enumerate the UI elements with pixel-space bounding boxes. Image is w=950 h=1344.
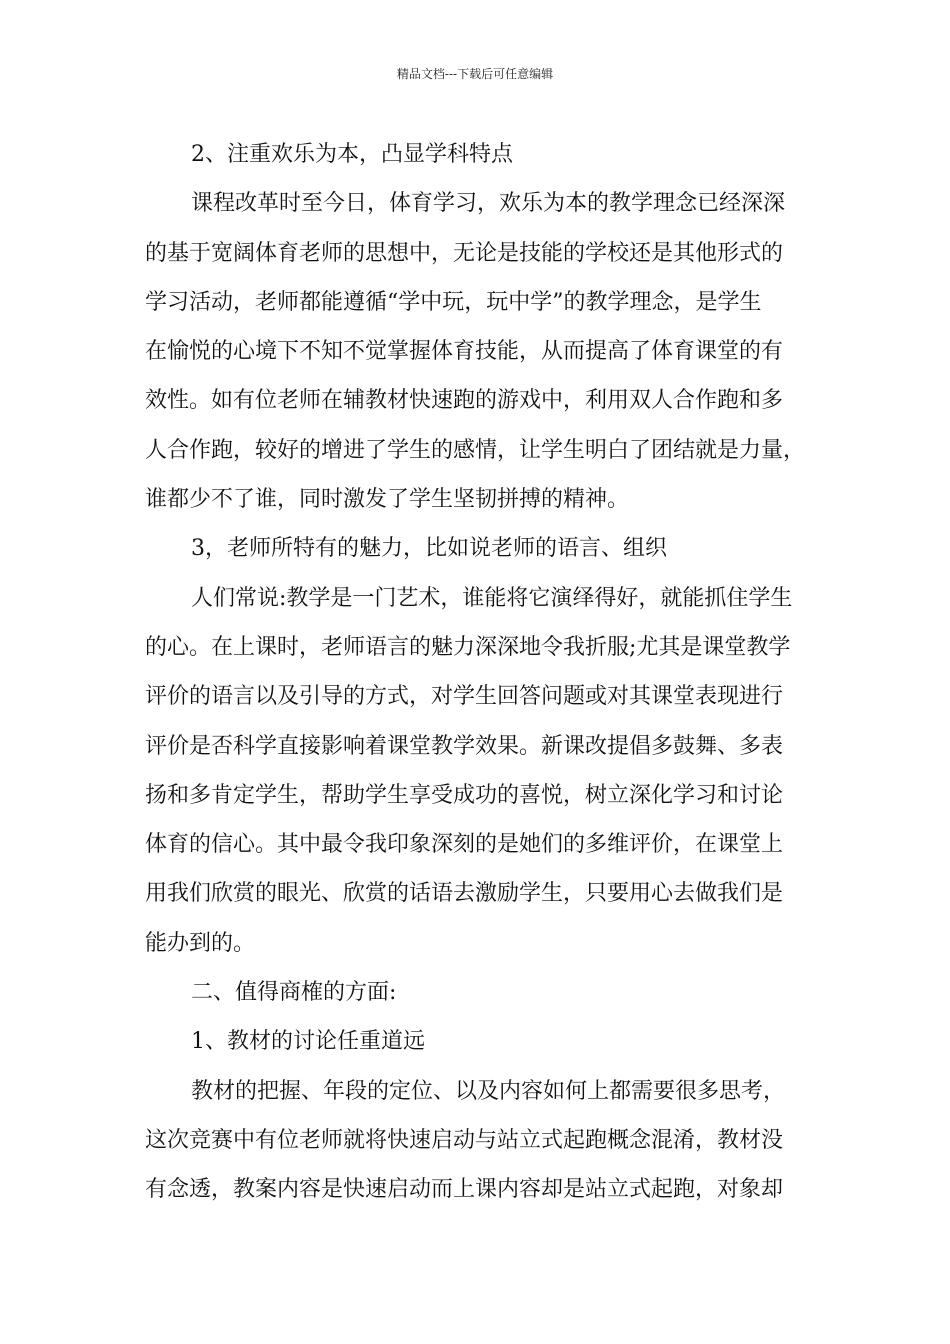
text-line: 谁都少不了谁，同时激发了学生坚韧拼搏的精神。 (145, 487, 630, 513)
text-line: 人们常说:教学是一门艺术，谁能将它演绎得好，就能抓住学生 (191, 585, 793, 611)
text-line: 课程改革时至今日，体育学习，欢乐为本的教学理念已经深深 (191, 191, 786, 217)
text-line: 这次竞赛中有位老师就将快速启动与站立式起跑概念混淆，教材没 (145, 1127, 784, 1153)
text-line: 1、教材的讨论任重道远 (191, 1029, 425, 1055)
text-line: 教材的把握、年段的定位、以及内容如何上都需要很多思考， (191, 1078, 786, 1104)
text-line: 学习活动，老师都能遵循“学中玩，玩中学”的教学理念，是学生 (145, 289, 762, 315)
text-line: 的基于宽阔体育老师的思想中，无论是技能的学校还是其他形式的 (145, 240, 784, 266)
page-header: 精品文档---下载后可任意编辑 (396, 67, 554, 81)
text-line: 效性。如有位老师在辅教材快速跑的游戏中，利用双人合作跑和多 (145, 388, 784, 414)
text-line: 在愉悦的心境下不知不觉掌握体育技能，从而提高了体育课堂的有 (145, 339, 784, 365)
text-line: 人合作跑，较好的增进了学生的感情，让学生明白了团结就是力量， (145, 437, 806, 463)
text-line: 的心。在上课时，老师语言的魅力深深地令我折服;尤其是课堂教学 (145, 634, 791, 660)
text-line: 扬和多肯定学生，帮助学生享受成功的喜悦，树立深化学习和讨论 (145, 782, 784, 808)
text-line: 2、注重欢乐为本，凸显学科特点 (191, 142, 513, 167)
text-line: 评价的语言以及引导的方式，对学生回答问题或对其课堂表现进行 (145, 684, 784, 710)
text-line: 体育的信心。其中最令我印象深刻的是她们的多维评价，在课堂上 (145, 832, 784, 858)
text-line: 3，老师所特有的魅力，比如说老师的语言、组织 (191, 536, 667, 562)
document-body (145, 130, 825, 1215)
text-line: 评价是否科学直接影响着课堂教学效果。新课改提倡多鼓舞、多表 (145, 733, 784, 759)
text-line: 能办到的。 (145, 930, 256, 956)
text-line: 用我们欣赏的眼光、欣赏的话语去激励学生，只要用心去做我们是 (145, 881, 784, 907)
text-line: 有念透，教案内容是快速启动而上课内容却是站立式起跑，对象却 (145, 1177, 784, 1203)
text-line: 二、值得商榷的方面: (191, 980, 397, 1006)
